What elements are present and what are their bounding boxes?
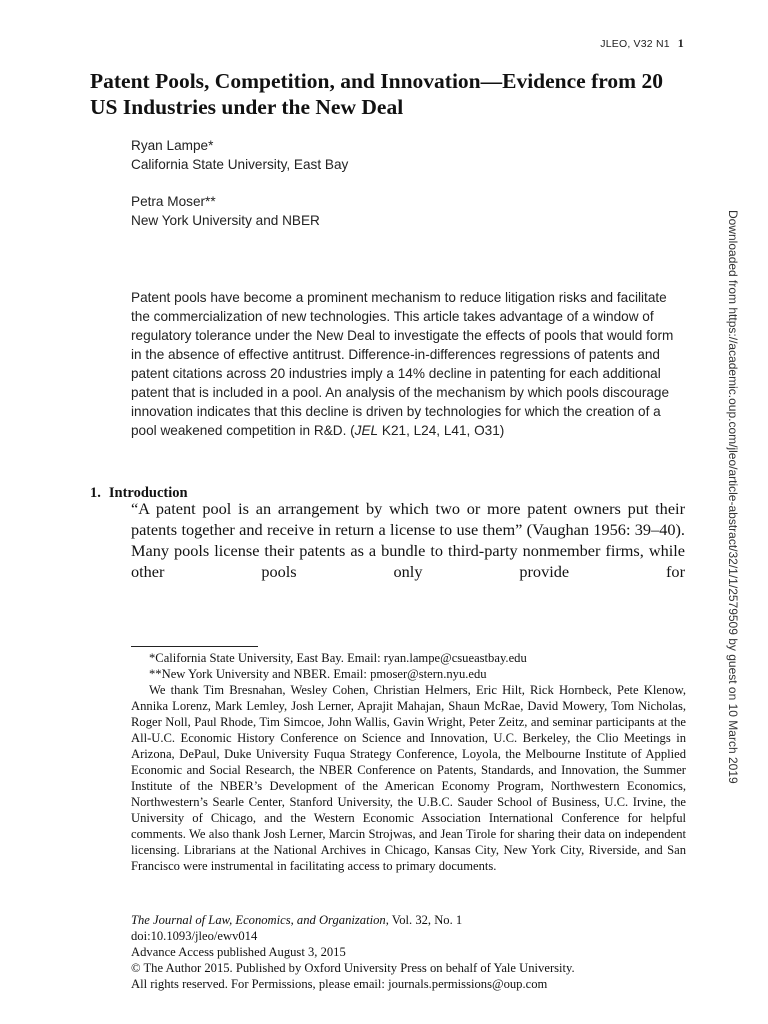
section-title: Introduction bbox=[108, 485, 188, 501]
author-affiliation: New York University and NBER bbox=[131, 213, 320, 228]
advance-access: Advance Access published August 3, 2015 bbox=[131, 945, 346, 959]
download-watermark: Downloaded from https://academic.oup.com/jleo/article-abstract/32/1/1/2579509 by guest on 10 March 2019 bbox=[726, 210, 740, 784]
author-name: Ryan Lampe* bbox=[131, 138, 214, 153]
doi: doi:10.1093/jleo/ewv014 bbox=[131, 929, 258, 943]
intro-paragraph: “A patent pool is an arrangement by which two or more patent owners put their patents together and receive in return a license to use them” (Vaughan 1956: 39–40). Many pools license their patents as a bundle to third-party nonmember firms, while other pools only provide for bbox=[131, 499, 685, 581]
author-block-1 bbox=[131, 136, 348, 174]
article-title: Patent Pools, Competition, and Innovation—Evidence from 20 US Industries under the New Deal bbox=[90, 69, 663, 119]
section-number: 1. bbox=[90, 485, 101, 501]
footnote-divider bbox=[131, 646, 258, 647]
publication-info bbox=[131, 912, 691, 992]
author-affiliation: California State University, East Bay bbox=[131, 157, 349, 172]
footnote-author-1: *California State University, East Bay. Email: ryan.lampe@csueastbay.edu bbox=[149, 651, 527, 665]
page-number: 1 bbox=[677, 36, 684, 50]
jel-codes: K21, L24, L41, O31) bbox=[378, 423, 505, 438]
copyright: © The Author 2015. Published by Oxford University Press on behalf of Yale University. bbox=[131, 961, 575, 975]
author-block-2 bbox=[131, 192, 320, 230]
jel-label: JEL bbox=[354, 423, 379, 438]
rights: All rights reserved. For Permissions, please email: journals.permissions@oup.com bbox=[131, 977, 548, 991]
footnote-author-2: **New York University and NBER. Email: pmoser@stern.nyu.edu bbox=[149, 667, 487, 681]
running-head bbox=[600, 36, 684, 51]
abstract bbox=[131, 288, 687, 440]
footnotes bbox=[131, 650, 686, 874]
journal-line bbox=[131, 912, 691, 928]
footnote-acknowledgment: We thank Tim Bresnahan, Wesley Cohen, Christian Helmers, Eric Hilt, Rick Hornbeck, Pete Klenow, Annika Lorenz, Mark Lemley, Josh Lerner, Aprajit Mahajan, Shaun McRae, David Mowery, Tom Nicholas, Roger Noll, Paul Rhode, Tim Simcoe, John Wallis, Gavin Wright, Peter Zeitz, and seminar participants at the All-U.C. Economic History Conference on Science and Innovation, U.C. Berkeley, the Clio Meetings in Arizona, DePaul, Duke University Fuqua Strategy Conference, Loyola, the Melbourne Institute of Applied Economic and Social Research, the NBER Conference on Patents, Standards, and Innovation, the Summer Institute of the NBER’s Development of the American Economy Program, Northwestern Economics, Northwestern’s Searle Center, Stanford University, the U.B.C. Sauder School of Business, U.C. Irvine, the University of Chicago, and the Western Economic Association International Conference for helpful comments. We also thank Josh Lerner, Marcin Strojwas, and Jean Tirole for sharing their data on independent licensing. Librarians at the National Archives in Chicago, Kansas City, New York City, Riverside, and San Francisco were instrumental in facilitating access to primary documents. bbox=[131, 683, 686, 873]
running-head-text: JLEO, V32 N1 bbox=[600, 38, 670, 50]
journal-volume: , Vol. 32, No. 1 bbox=[385, 913, 463, 927]
author-name: Petra Moser** bbox=[131, 194, 216, 209]
journal-name: The Journal of Law, Economics, and Organization bbox=[131, 913, 386, 927]
abstract-text: Patent pools have become a prominent mechanism to reduce litigation risks and facilitate the commercialization of new technologies. This article takes advantage of a window of regulatory tolerance under the New Deal to investigate the effects of pools that would form in the absence of effective antitrust. Difference-in-differences regressions of patents and patent citations across 20 industries imply a 14% decline in patenting for each additional patent that is included in a pool. An analysis of the mechanism by which pools discourage innovation indicates that this decline is driven by technologies for which the creation of a pool weakened competition in R&D. ( bbox=[131, 290, 674, 438]
